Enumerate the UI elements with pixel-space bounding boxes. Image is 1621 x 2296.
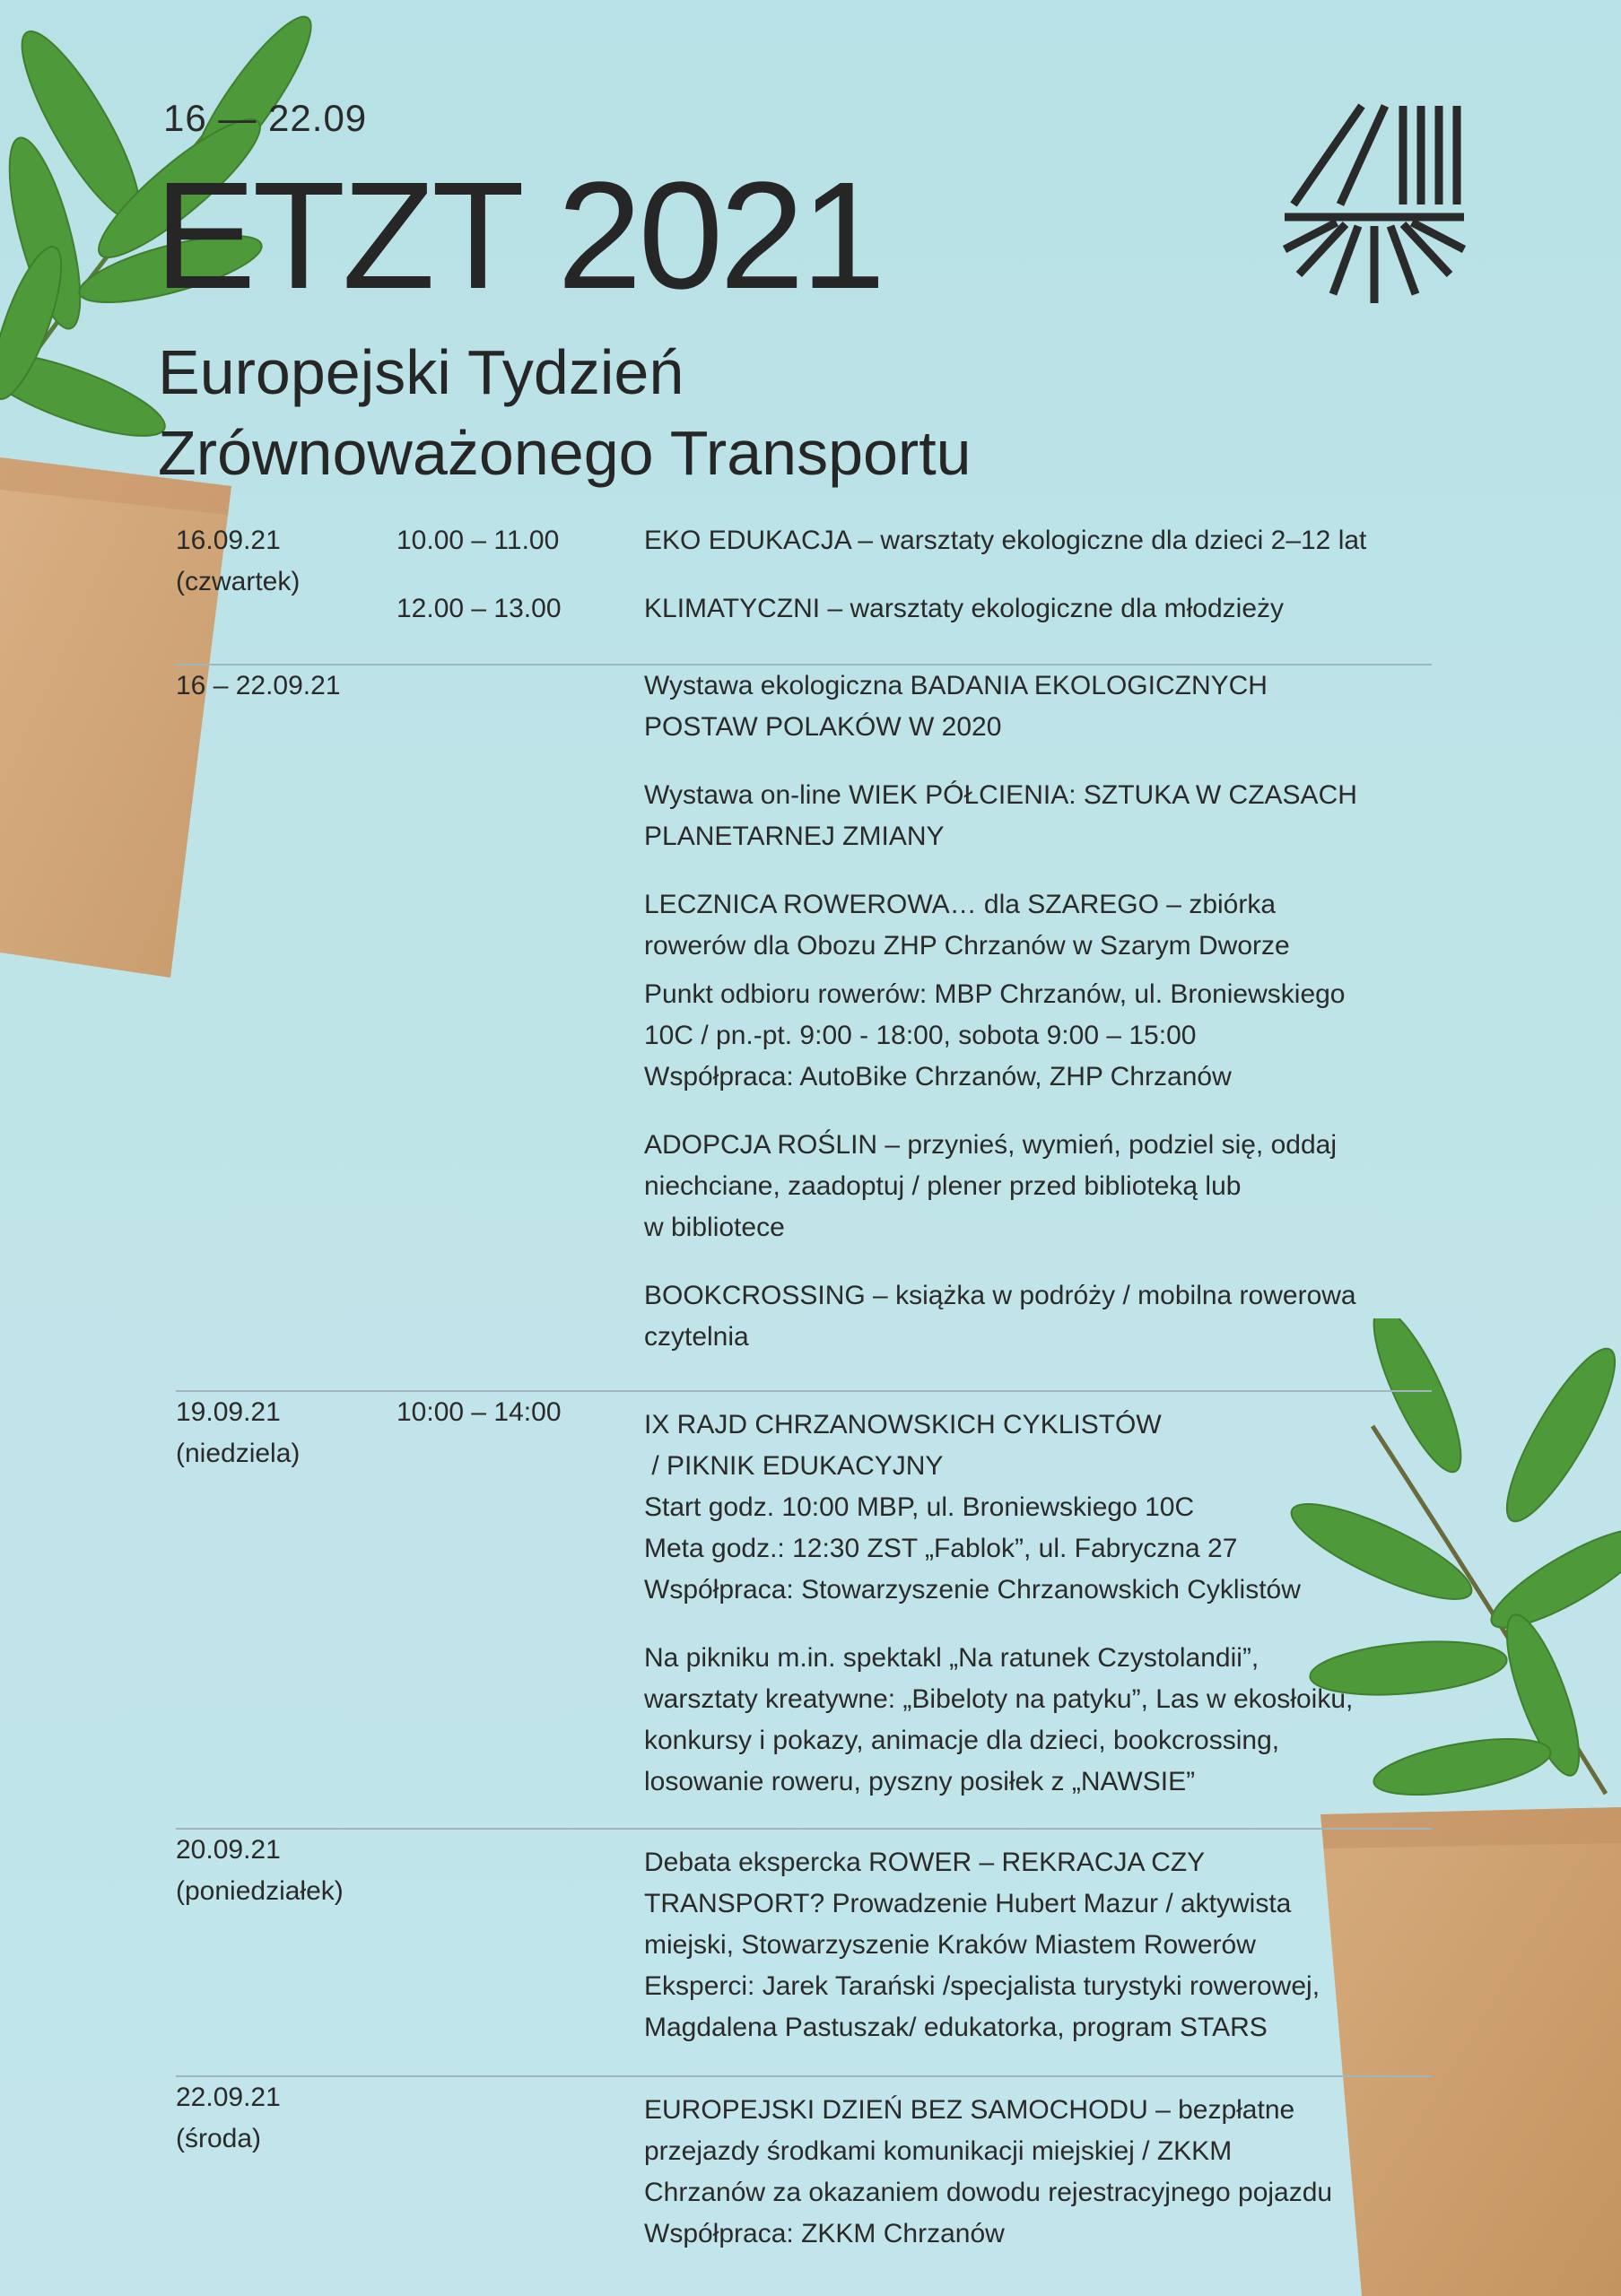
event-line: Współpraca: ZKKM Chrzanów bbox=[644, 2219, 1005, 2248]
event-line: miejski, Stowarzyszenie Kraków Miastem Rowerów bbox=[644, 1930, 1256, 1960]
event-line: PLANETARNEJ ZMIANY bbox=[644, 822, 945, 851]
event-line: w bibliotece bbox=[644, 1213, 785, 1242]
event-line: EKO EDUKACJA – warsztaty ekologiczne dla dzieci 2–12 lat bbox=[644, 526, 1367, 555]
event-line: / PIKNIK EDUKACYJNY bbox=[644, 1451, 944, 1481]
section-events bbox=[644, 1842, 1425, 2048]
section-date: 16.09.21 bbox=[176, 526, 281, 555]
event-description bbox=[644, 1842, 1425, 2048]
event-dates: 16 — 22.09 bbox=[163, 97, 368, 139]
event-line: Punkt odbioru rowerów: MBP Chrzanów, ul. Broniewskiego bbox=[644, 979, 1346, 1009]
section-date: 19.09.21 bbox=[176, 1397, 281, 1427]
subtitle-line-1: Europejski Tydzień bbox=[158, 337, 684, 407]
section-date-cell bbox=[176, 1392, 391, 1474]
section-date-cell bbox=[176, 1830, 391, 1912]
logo-sun-rays-icon bbox=[1279, 99, 1468, 314]
event-line: 10C / pn.-pt. 9:00 - 18:00, sobota 9:00 – 15:00 bbox=[644, 1021, 1197, 1050]
section-day: (poniedziałek) bbox=[176, 1876, 344, 1906]
event-description bbox=[644, 884, 1425, 967]
event-line: Wystawa on-line WIEK PÓŁCIENIA: SZTUKA W CZASACH bbox=[644, 780, 1357, 810]
schedule-table bbox=[176, 520, 1432, 2269]
event-line: Meta godz.: 12:30 ZST „Fablok”, ul. Fabryczna 27 bbox=[644, 1534, 1238, 1563]
event-line: IX RAJD CHRZANOWSKICH CYKLISTÓW bbox=[644, 1410, 1162, 1439]
event-line: Magdalena Pastuszak/ edukatorka, program STARS bbox=[644, 2013, 1268, 2042]
event-description bbox=[644, 588, 1425, 630]
event-time: 12.00 – 13.00 bbox=[397, 594, 562, 623]
event-line: BOOKCROSSING – książka w podróży / mobilna rowerowa bbox=[644, 1281, 1356, 1310]
section-date-cell bbox=[176, 665, 391, 707]
event-line: LECZNICA ROWEROWA… dla SZAREGO – zbiórka bbox=[644, 890, 1277, 919]
section-events bbox=[644, 1405, 1425, 1803]
event-line: Na pikniku m.in. spektakl „Na ratunek Czystolandii”, bbox=[644, 1643, 1259, 1673]
schedule-section bbox=[176, 1830, 1432, 2077]
schedule-section bbox=[176, 520, 1432, 665]
event-line: warsztaty kreatywne: „Bibeloty na patyku”, Las w ekosłoiku, bbox=[644, 1684, 1354, 1714]
section-date: 22.09.21 bbox=[176, 2083, 281, 2112]
section-day: (czwartek) bbox=[176, 567, 301, 596]
event-line: Eksperci: Jarek Tarański /specjalista turystyki rowerowej, bbox=[644, 1971, 1320, 2001]
event-time: 10:00 – 14:00 bbox=[397, 1397, 562, 1427]
page-title: ETZT 2021 bbox=[154, 151, 883, 321]
section-date: 16 – 22.09.21 bbox=[176, 671, 341, 700]
section-date-cell bbox=[176, 520, 391, 603]
event-description bbox=[644, 974, 1425, 1098]
event-line: niechciane, zaadoptuj / plener przed biblioteką lub bbox=[644, 1171, 1242, 1201]
event-line: POSTAW POLAKÓW W 2020 bbox=[644, 712, 1002, 742]
page-subtitle bbox=[158, 332, 972, 493]
event-line: rowerów dla Obozu ZHP Chrzanów w Szarym Dworze bbox=[644, 931, 1290, 961]
schedule-section bbox=[176, 2077, 1432, 2269]
event-time: 10.00 – 11.00 bbox=[397, 526, 560, 555]
section-events bbox=[644, 665, 1425, 1358]
event-line: Chrzanów za okazaniem dowodu rejestracyjnego pojazdu bbox=[644, 2178, 1333, 2207]
subtitle-line-2: Zrównoważonego Transportu bbox=[158, 418, 972, 488]
section-events bbox=[644, 520, 1425, 630]
event-line: konkursy i pokazy, animacje dla dzieci, bookcrossing, bbox=[644, 1726, 1280, 1755]
schedule-section bbox=[176, 1392, 1432, 1830]
section-events bbox=[644, 2090, 1425, 2255]
event-description bbox=[644, 1405, 1425, 1611]
event-description bbox=[644, 665, 1425, 748]
section-date: 20.09.21 bbox=[176, 1835, 281, 1865]
event-line: Wystawa ekologiczna BADANIA EKOLOGICZNYCH bbox=[644, 671, 1268, 700]
event-description bbox=[644, 2090, 1425, 2255]
section-date-cell bbox=[176, 2077, 391, 2160]
schedule-section bbox=[176, 665, 1432, 1392]
event-description bbox=[644, 1125, 1425, 1248]
event-description bbox=[644, 775, 1425, 857]
event-line: czytelnia bbox=[644, 1322, 749, 1352]
event-line: Współpraca: Stowarzyszenie Chrzanowskich Cyklistów bbox=[644, 1575, 1301, 1605]
event-line: EUROPEJSKI DZIEŃ BEZ SAMOCHODU – bezpłatne bbox=[644, 2095, 1295, 2125]
event-line: przejazdy środkami komunikacji miejskiej / ZKKM bbox=[644, 2136, 1233, 2166]
section-day: (środa) bbox=[176, 2124, 262, 2153]
event-description bbox=[644, 1275, 1425, 1358]
event-line: Współpraca: AutoBike Chrzanów, ZHP Chrzanów bbox=[644, 1062, 1232, 1091]
event-line: losowanie roweru, pyszny posiłek z „NAWSIE” bbox=[644, 1767, 1196, 1796]
event-line: TRANSPORT? Prowadzenie Hubert Mazur / aktywista bbox=[644, 1889, 1292, 1918]
event-line: Start godz. 10:00 MBP, ul. Broniewskiego 10C bbox=[644, 1492, 1195, 1522]
section-day: (niedziela) bbox=[176, 1439, 301, 1468]
event-line: ADOPCJA ROŚLIN – przynieś, wymień, podziel się, oddaj bbox=[644, 1130, 1337, 1160]
event-line: KLIMATYCZNI – warsztaty ekologiczne dla młodzieży bbox=[644, 594, 1285, 623]
event-description bbox=[644, 520, 1425, 561]
event-line: Debata ekspercka ROWER – REKRACJA CZY bbox=[644, 1848, 1206, 1877]
event-description bbox=[644, 1638, 1425, 1803]
